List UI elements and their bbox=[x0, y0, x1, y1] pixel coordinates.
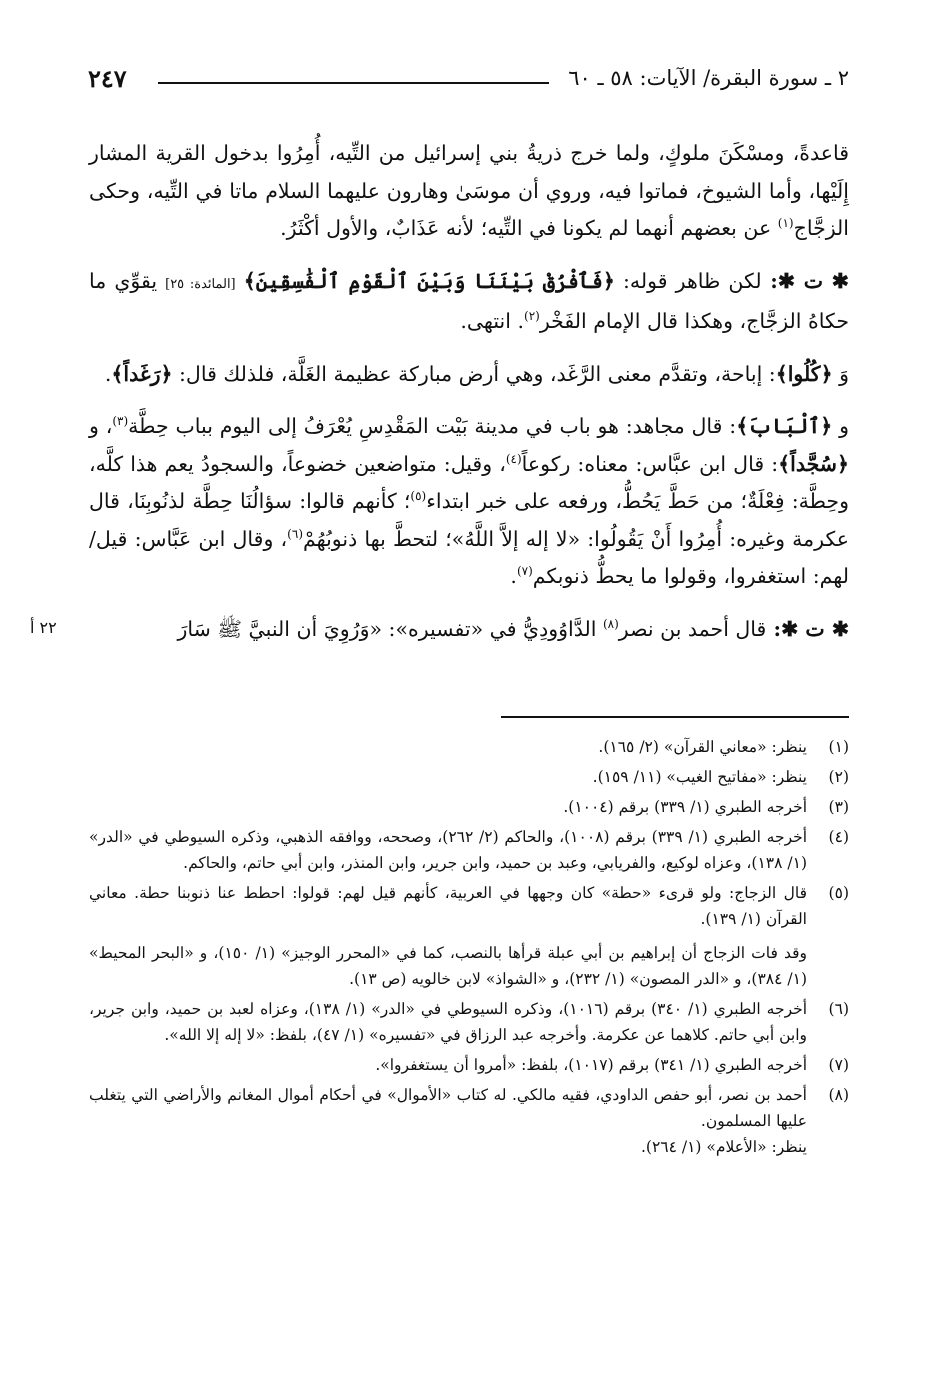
quran-verse: ﴿فَٱفْرُقْ بَيْنَنَا وَبَيْنَ ٱلْقَوْمِ ٱلْفَٰسِقِينَ﴾ bbox=[243, 268, 615, 293]
footnote-text: قال الزجاج: ولو قرىء «حطة» كان وجهها في العربية، كأنهم قيل لهم: قولوا: احطط عنا ذنوبنا حطة. معاني القرآن (١/ ١٣٩). bbox=[89, 884, 807, 928]
quran-word: ﴿كُلُوا﴾ bbox=[775, 361, 833, 386]
running-header bbox=[88, 62, 849, 102]
footnote-number: (١) bbox=[828, 738, 849, 756]
footnote-number: (٢) bbox=[828, 768, 849, 786]
footnote-6 bbox=[89, 996, 849, 1048]
quran-word: ﴿رَغَداً﴾ bbox=[111, 361, 173, 386]
footnote-number: (٧) bbox=[828, 1056, 849, 1074]
footnote-number: (٤) bbox=[828, 828, 849, 846]
commentary-marker: ✱ ت ✱: bbox=[766, 616, 849, 641]
text-run: الدَّاوُودِيُّ في «تفسيره»: «وَرُوِيَ أن النبيَّ ﷺ سَارَ bbox=[177, 616, 603, 641]
text-run: ، وقال ابن عَبَّاس: قيل/ لهم: استغفروا، وقولوا ما يحطُّ ذنوبكم bbox=[89, 526, 849, 588]
text-run: ، وقيل: متواضعين خضوعاً، والسجودُ يعم هذا كلَّه، وحِطَّة: فِعْلَةٌ؛ من حَطَّ يَحُطُّ، ورفعه على خبر ابتداء bbox=[89, 451, 849, 513]
footnote-number: (٨) bbox=[828, 1086, 849, 1104]
verse-reference: [المائدة: ٢٥] bbox=[165, 276, 236, 292]
quran-word: ﴿ٱلْبَابَ﴾ bbox=[736, 414, 833, 438]
footnote-number: (٣) bbox=[828, 798, 849, 816]
footnote-3 bbox=[89, 794, 849, 820]
footnote-text: أحمد بن نصر، أبو حفص الداودي، فقيه مالكي. له كتاب «الأموال» في أحكام أموال المغانم والأراضي التي يتغلب عليها المسلمون. bbox=[89, 1086, 807, 1130]
text-run: . bbox=[104, 361, 112, 386]
footnote-1 bbox=[89, 734, 849, 760]
text-run: : قال مجاهد: هو باب في مدينة بَيْت المَقْدِسِ يُعْرَفُ إلى اليوم بباب حِطَّة bbox=[128, 414, 737, 438]
footnote-ref[interactable]: (٨) bbox=[602, 616, 619, 631]
paragraph-5 bbox=[89, 611, 849, 649]
footnote-text: ينظر: «مفاتيح الغيب» (١١/ ١٥٩). bbox=[592, 768, 807, 786]
footnote-ref[interactable]: (٥) bbox=[410, 489, 427, 504]
text-run: وَ bbox=[832, 361, 849, 386]
page-number: ٢٤٧ bbox=[88, 64, 127, 93]
paragraph-4 bbox=[89, 408, 849, 596]
footnote-7 bbox=[89, 1052, 849, 1078]
manuscript-folio-marker: ٢٢ أ bbox=[30, 618, 57, 637]
footnote-text: وقد فات الزجاج أن إبراهيم بن أبي عبلة قرأها بالنصب، كما في «المحرر الوجيز» (١/ ١٥٠)، و «البحر المحيط» (١/ ٣٨٤)، و «الدر المصون» (١/ ٢٣٢)، و «الشواذ» لابن خالويه (ص ١٣). bbox=[89, 944, 808, 988]
footnote-text: ينظر: «الأعلام» (١/ ٢٦٤). bbox=[640, 1138, 807, 1156]
footnote-separator bbox=[501, 716, 849, 718]
text-run: : قال ابن عبَّاس: معناه: ركوعاً bbox=[521, 451, 779, 476]
footnote-ref[interactable]: (٢) bbox=[524, 309, 540, 324]
footnote-text: أخرجه الطبري (١/ ٣٤٠) برقم (١٠١٦)، وذكره السيوطي في «الدر» (١/ ١٣٨)، وعزاه لعبد بن حميد، وابن جرير، وابن أبي حاتم. كلاهما عن عكرمة. وأخرجه عبد الرزاق في «تفسيره» (١/ ٤٧)، بلفظ: «لا إله إلا الله». bbox=[89, 1000, 808, 1044]
header-rule bbox=[158, 82, 549, 84]
footnote-ref[interactable]: (٤) bbox=[505, 451, 522, 466]
footnote-text: أخرجه الطبري (١/ ٣٣٩) برقم (١٠٠٨)، والحاكم (٢/ ٢٦٢)، وصححه، ووافقه الذهبي، وذكره السيوطي في «الدر» (١/ ١٣٨)، وعزاه لوكيع، والفريابي، وعبد بن حميد، وابن جرير، وابن المنذر، وابن أبي حاتم، والحاكم. bbox=[89, 828, 808, 872]
footnote-8 bbox=[89, 1082, 849, 1160]
commentary-marker: ✱ ت ✱: bbox=[761, 268, 849, 293]
footnote-ref[interactable]: (٦) bbox=[287, 526, 303, 541]
paragraph-2 bbox=[89, 263, 849, 341]
footnote-text: أخرجه الطبري (١/ ٣٣٩) برقم (١٠٠٤). bbox=[563, 798, 807, 816]
text-run: ، و bbox=[89, 414, 113, 438]
text-run: : إباحة، وتقدَّم معنى الرَّغَد، وهي أرض مباركة عظيمة الغَلَّة، فلذلك قال: bbox=[172, 361, 776, 386]
text-run: قال أحمد بن نصر bbox=[618, 616, 767, 641]
quran-word: ﴿سُجَّداً﴾ bbox=[778, 451, 849, 476]
text-run: و bbox=[832, 414, 849, 438]
paragraph-1 bbox=[89, 135, 849, 248]
text-run: يقوِّي ما حكاهُ الزجَّاج، وهكذا قال الإمام الفَخْر bbox=[89, 268, 849, 333]
footnote-text: أخرجه الطبري (١/ ٣٤١) برقم (١٠١٧)، بلفظ: «أمروا أن يستغفروا». bbox=[375, 1056, 807, 1074]
footnote-number: (٥) bbox=[828, 884, 849, 902]
main-text bbox=[89, 135, 849, 663]
footnote-text: ينظر: «معاني القرآن» (٢/ ١٦٥). bbox=[598, 738, 807, 756]
paragraph-3 bbox=[89, 356, 849, 394]
text-run: ؛ كأنهم قالوا: سؤالُنَا حِطَّة لذنُوبِنَا، قال عكرمة وغيره: أُمِرُوا أَنْ يَقُولُوا: «لا إله إلاَّ اللَّهُ»؛ لتحطَّ بها ذنوبُهُمْ bbox=[89, 489, 850, 551]
text-run: . bbox=[510, 564, 517, 588]
text-run: . انتهى. bbox=[460, 309, 524, 333]
footnote-5 bbox=[89, 880, 849, 992]
text-run: لكن ظاهر قوله: bbox=[614, 268, 762, 293]
footnotes bbox=[89, 734, 849, 1164]
footnote-ref[interactable]: (٧) bbox=[516, 564, 533, 579]
text-run: عن بعضهم أنهما لم يكونا في التِّيه؛ لأنه عَذَابٌ، والأول أكْثَرُ. bbox=[280, 216, 778, 240]
footnote-number: (٦) bbox=[828, 1000, 849, 1018]
footnote-4 bbox=[89, 824, 849, 876]
footnote-ref[interactable]: (١) bbox=[777, 216, 794, 231]
chapter-title: ٢ ـ سورة البقرة/ الآيات: ٥٨ ـ ٦٠ bbox=[568, 66, 849, 90]
footnote-2 bbox=[89, 764, 849, 790]
text-run: قاعدةً، ومسْكَنَ ملوكٍ، ولما خرج ذريةُ بني إسرائيل من التِّيه، أُمِرُوا بدخول القرية المشار إِلَيْها، وأما الشيوخ، فماتوا فيه، وروي أن موسَىٰ وهارون عليهما السلام ماتا في التِّيه، وحكى الزجَّاج bbox=[89, 141, 849, 240]
footnote-ref[interactable]: (٣) bbox=[112, 414, 129, 429]
